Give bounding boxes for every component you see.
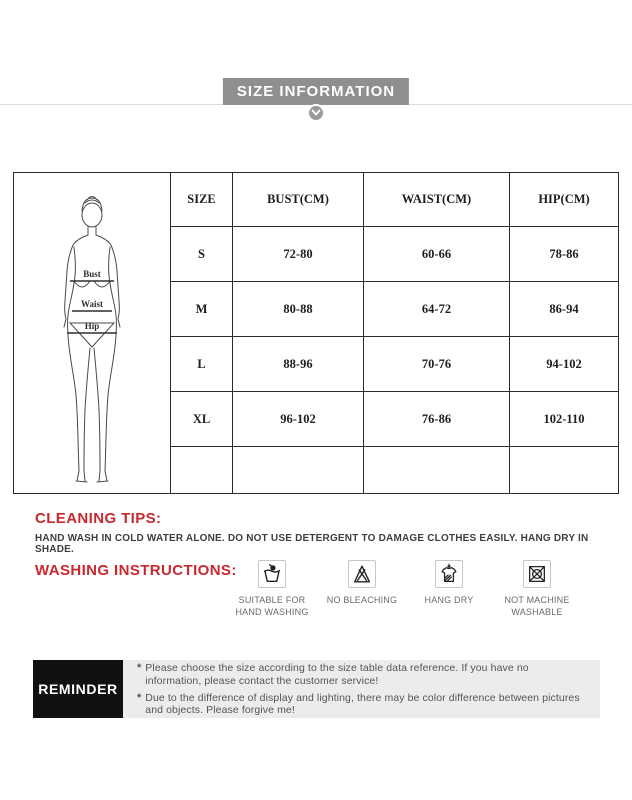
- wash-item-label: SUITABLE FOR HAND WASHING: [235, 595, 309, 618]
- column-header-bust: BUST(CM): [233, 173, 364, 227]
- wash-item-no-machine-wash: [487, 560, 587, 618]
- size-table: [13, 172, 618, 492]
- wash-item-label: NO BLEACHING: [326, 595, 398, 605]
- reminder-note-text: Due to the difference of display and lighting, there may be color difference between pictures and objects. Please forgive me!: [145, 691, 580, 717]
- wash-item-hang-dry: [399, 560, 499, 606]
- empty-cell: [171, 447, 233, 494]
- wash-item-label: HANG DRY: [424, 595, 474, 605]
- cleaning-tips-title: CLEANING TIPS:: [35, 510, 162, 527]
- female-figure-illustration: [32, 185, 152, 487]
- cell-hip: 94-102: [510, 337, 619, 392]
- column-header-waist: WAIST(CM): [364, 173, 510, 227]
- reminder-note-text: Please choose the size according to the size table data reference. If you have no information, please contact the customer service!: [145, 661, 529, 687]
- column-header-hip: HIP(CM): [510, 173, 619, 227]
- cell-size: XL: [171, 392, 233, 447]
- page-title: SIZE INFORMATION: [223, 78, 409, 105]
- reminder-title: REMINDER: [38, 681, 118, 697]
- cleaning-tips-body: HAND WASH IN COLD WATER ALONE. DO NOT USE DETERGENT TO DAMAGE CLOTHES EASILY. HANG DRY IN SHADE.: [35, 533, 589, 555]
- wash-item-no-bleach: [312, 560, 412, 606]
- no-bleach-icon: [348, 560, 376, 588]
- cell-waist: 76-86: [364, 392, 510, 447]
- cell-hip: 78-86: [510, 227, 619, 282]
- cell-size: L: [171, 337, 233, 392]
- asterisk-bullet: *: [137, 691, 142, 704]
- cell-bust: 80-88: [233, 282, 364, 337]
- cell-waist: 64-72: [364, 282, 510, 337]
- body-measurement-figure: [14, 173, 171, 494]
- cell-bust: 96-102: [233, 392, 364, 447]
- reminder-note: [137, 662, 586, 688]
- empty-cell: [364, 447, 510, 494]
- reminder-notes-panel: [123, 660, 600, 718]
- cell-size: S: [171, 227, 233, 282]
- cell-bust: 88-96: [233, 337, 364, 392]
- hang-dry-icon: [435, 560, 463, 588]
- hand-wash-icon: [258, 560, 286, 588]
- asterisk-bullet: *: [137, 661, 142, 674]
- empty-cell: [233, 447, 364, 494]
- empty-cell: [510, 447, 619, 494]
- cell-bust: 72-80: [233, 227, 364, 282]
- no-machine-wash-icon: [523, 560, 551, 588]
- washing-instructions-title: WASHING INSTRUCTIONS:: [35, 562, 237, 579]
- wash-item-hand-wash: [222, 560, 322, 618]
- table-header-row: [14, 173, 619, 227]
- wash-item-label: NOT MACHINE WASHABLE: [504, 595, 570, 618]
- reminder-note: [137, 692, 586, 718]
- chevron-down-icon: [307, 104, 325, 122]
- figure-waist-label: Waist: [80, 299, 104, 309]
- cell-hip: 86-94: [510, 282, 619, 337]
- cell-hip: 102-110: [510, 392, 619, 447]
- cell-waist: 60-66: [364, 227, 510, 282]
- figure-bust-label: Bust: [83, 269, 101, 279]
- column-header-size: SIZE: [171, 173, 233, 227]
- figure-hip-label: Hip: [84, 321, 100, 331]
- cell-waist: 70-76: [364, 337, 510, 392]
- cell-size: M: [171, 282, 233, 337]
- reminder-title-box: [33, 660, 123, 718]
